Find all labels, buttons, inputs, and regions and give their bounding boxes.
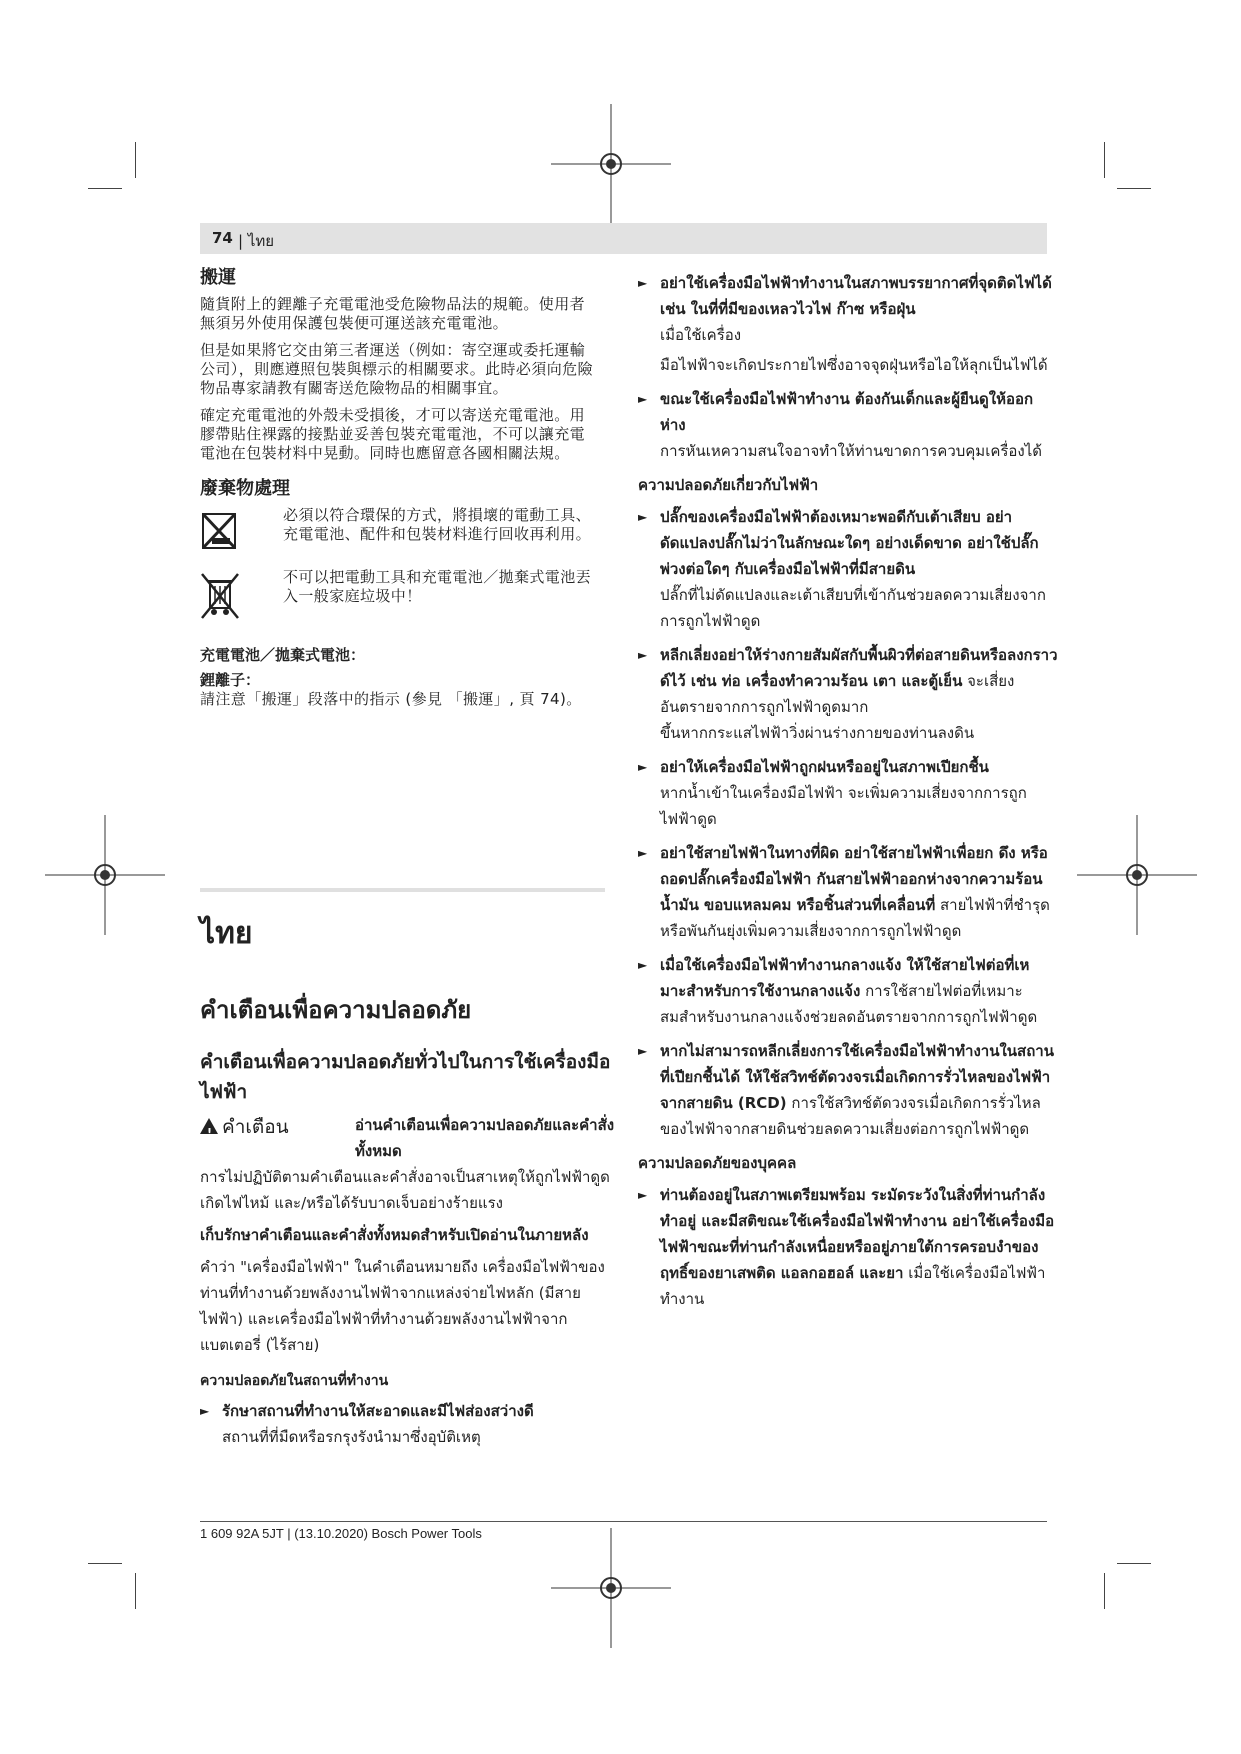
crop-mark (88, 1563, 122, 1564)
transport-paragraph-1: 隨貨附上的鋰離子充電電池受危險物品法的規範。使用者無須另外使用保護包裝便可運送該充電電池。 (200, 295, 586, 332)
bullet-cord-abuse: ► อย่าใช้สายไฟฟ้าในทางที่ผิด อย่าใช้สายไฟฟ้าเพื่อยก ดึง หรือถอดปลั๊กเครื่องมือไฟฟ้า กันสายไฟฟ้าออกห่างจากความร้อน น้ำมัน ขอบแหลมคม หรือชิ้นส่วนที่เคลื่อนที่ สายไฟฟ้าที่ชํารุดหรือพันกันยุ่งเพิ่มความเสี่ยงจากการถูกไฟฟ้าดูด (638, 840, 1058, 944)
disposal-item-recycle (200, 506, 600, 568)
transport-paragraph-2: 但是如果將它交由第三者運送（例如：寄空運或委托運輸公司），則應遵照包裝與標示的相關要求。此時必須向危險物品專家請教有關寄送危險物品的相關事宜。 (200, 341, 593, 397)
section-divider (200, 888, 605, 892)
transport-heading: 搬運 (200, 267, 236, 288)
page-header (200, 223, 1047, 254)
left-column (200, 268, 600, 717)
disposal-item-2-text: 不可以把電動工具和充電電池／拋棄式電池丟入一般家庭垃圾中！ (283, 568, 592, 605)
warning-text: การไม่ปฏิบัติตามคําเตือนและคําสั่งอาจเป็นสาเหตุให้ถูกไฟฟ้าดูด เกิดไฟไหม้ และ/หรือได้รับบาดเจ็บอย่างร้ายแรง (200, 1168, 610, 1212)
personal-safety-heading: ความปลอดภัยของบุคคล (638, 1154, 797, 1172)
crop-mark (1117, 1563, 1151, 1564)
page-number: 74 (212, 229, 233, 247)
bullet-grounded-surfaces: ► หลีกเลี่ยงอย่าให้ร่างกายสัมผัสกับพื้นผิวที่ต่อสายดินหรือลงกราวด์ไว้ เช่น ท่อ เครื่องทําความร้อน เตา และตู้เย็น จะเสี่ยงอันตรายจากการถูกไฟฟ้าดูดมาก ขึ้นหากกระแสไฟฟ้าวิ่งผ่านร่างกายของท่านลงดิน (638, 642, 1058, 746)
definition-text: คําว่า "เครื่องมือไฟฟ้า" ในคําเตือนหมายถึง เครื่องมือไฟฟ้าของท่านที่ทํางานด้วยพลังงานไฟฟ้าจากแหล่งจ่ายไฟหลัก (มีสายไฟฟ้า) และเครื่องมือไฟฟ้าที่ทํางานด้วยพลังงานไฟฟ้าจากแบตเตอรี่ (ไร้สาย) (200, 1258, 605, 1354)
warning-triangle-icon (200, 1118, 218, 1134)
crossed-bin-icon (200, 570, 240, 620)
bullet-keep-children-away: ► ขณะใช้เครื่องมือไฟฟ้าทํางาน ต้องกันเด็กและผู้ยืนดูให้ออกห่าง การหันเหความสนใจอาจทําให้ท่านขาดการควบคุมเครื่องได้ (638, 386, 1058, 464)
registration-mark-left (45, 815, 165, 935)
workplace-bullet: ► รักษาสถานที่ทํางานให้สะอาดและมีไฟส่องสว่างดี สถานที่ที่มืดหรือรกรุงรังนํามาซึ่งอุบัติเหตุ (200, 1398, 620, 1450)
bullet-plugs: ► ปลั๊กของเครื่องมือไฟฟ้าต้องเหมาะพอดีกับเต้าเสียบ อย่าดัดแปลงปลั๊กไม่ว่าในลักษณะใดๆ อย่างเด็ดขาด อย่าใช้ปลั๊กพ่วงต่อใดๆ กับเครื่องมือไฟฟ้าที่มีสายดิน ปลั๊กที่ไม่ดัดแปลงและเต้าเสียบที่เข้ากันช่วยลดความเสี่ยงจากการถูกไฟฟ้าดูด (638, 504, 1058, 634)
crop-mark (88, 188, 122, 189)
crop-mark (135, 1573, 136, 1609)
footer-rule (200, 1521, 1047, 1522)
warning-bold-text: อ่านคําเตือนเพื่อความปลอดภัยและคําสั่งทั้งหมด (355, 1116, 615, 1160)
keep-instructions-heading: เก็บรักษาคําเตือนและคําสั่งทั้งหมดสําหรับเปิดอ่านในภายหลัง (200, 1226, 589, 1244)
disposal-item-bin (200, 568, 600, 634)
transport-paragraph-3: 確定充電電池的外殼未受損後，才可以寄送充電電池。用膠帶貼住裸露的接點並妥善包裝充電電池，不可以讓充電電池在包裝材料中晃動。同時也應留意各國相關法規。 (200, 406, 586, 462)
header-language: | ไทย (238, 232, 275, 250)
liion-text: 請注意「搬運」段落中的指示 (參見 「搬運」, 頁 74)。 (200, 690, 582, 708)
disposal-heading: 廢棄物處理 (200, 478, 290, 499)
registration-mark-top (551, 104, 671, 224)
crop-mark (1104, 142, 1105, 178)
recycle-electronics-icon (200, 508, 240, 558)
crop-mark (1117, 188, 1151, 189)
crop-mark (135, 142, 136, 178)
bullet-rcd: ► หากไม่สามารถหลีกเลี่ยงการใช้เครื่องมือไฟฟ้าทํางานในสถานที่เปียกชื้นได้ ให้ใช้สวิทช์ตัดวงจรเมื่อเกิดการรั่วไหลของไฟฟ้าจากสายดิน (RCD) การใช้สวิทช์ตัดวงจรเมื่อเกิดการรั่วไหลของไฟฟ้าจากสายดินช่วยลดความเสี่ยงต่อการถูกไฟฟ้าดูด (638, 1038, 1058, 1142)
safety-warnings-heading: คําเตือนเพื่อความปลอดภัย (200, 996, 472, 1024)
liion-heading: 鋰離子： (200, 671, 261, 689)
warning-label: !คําเตือน (200, 1114, 289, 1140)
general-safety-heading: คําเตือนเพื่อความปลอดภัยทั่วไปในการใช้เครื่องมือไฟฟ้า (200, 1051, 611, 1103)
workplace-heading: ความปลอดภัยในสถานที่ทํางาน (200, 1373, 389, 1389)
battery-heading: 充電電池／拋棄式電池： (200, 646, 366, 664)
bullet-explosive-atmosphere: ► อย่าใช้เครื่องมือไฟฟ้าทํางานในสภาพบรรยากาศที่จุดติดไฟได้ เช่น ในที่ที่มีของเหลวไวไฟ ก๊าซ หรือฝุ่น เมื่อใช้เครื่อง มือไฟฟ้าจะเกิดประกายไฟซึ่งอาจจุดฝุ่นหรือไอให้ลุกเป็นไฟได้ (638, 270, 1058, 378)
registration-mark-bottom (551, 1528, 671, 1648)
registration-mark-right (1077, 815, 1197, 935)
footer-text: 1 609 92A 5JT | (13.10.2020) Bosch Power Tools (200, 1526, 482, 1541)
bullet-rain: ► อย่าให้เครื่องมือไฟฟ้าถูกฝนหรืออยู่ในสภาพเปียกชื้น หากน้ำเข้าในเครื่องมือไฟฟ้า จะเพิ่มความเสี่ยงจากการถูกไฟฟ้าดูด (638, 754, 1058, 832)
disposal-item-1-text: 必須以符合環保的方式，將損壞的電動工具、充電電池、配件和包裝材料進行回收再利用。 (283, 506, 592, 543)
bullet-outdoor-extension: ► เมื่อใช้เครื่องมือไฟฟ้าทํางานกลางแจ้ง ให้ใช้สายไฟต่อที่เหมาะสําหรับการใช้งานกลางแจ้ง การใช้สายไฟต่อที่เหมาะสมสําหรับงานกลางแจ้งช่วยลดอันตรายจากการถูกไฟฟ้าดูด (638, 952, 1058, 1030)
right-column (638, 270, 1058, 1320)
bullet-stay-alert: ► ท่านต้องอยู่ในสภาพเตรียมพร้อม ระมัดระวังในสิ่งที่ท่านกําลังทําอยู่ และมีสติขณะใช้เครื่องมือไฟฟ้าทํางาน อย่าใช้เครื่องมือไฟฟ้าขณะที่ท่านกําลังเหนื่อยหรืออยู่ภายใต้การครอบงําของฤทธิ์ของยาเสพติด แอลกอฮอล์ และยา เมื่อใช้เครื่องมือไฟฟ้าทํางาน (638, 1182, 1058, 1312)
crop-mark (1104, 1573, 1105, 1609)
electrical-safety-heading: ความปลอดภัยเกี่ยวกับไฟฟ้า (638, 476, 819, 494)
thai-language-title: ไทย (200, 916, 253, 951)
warning-block (200, 1112, 620, 1458)
